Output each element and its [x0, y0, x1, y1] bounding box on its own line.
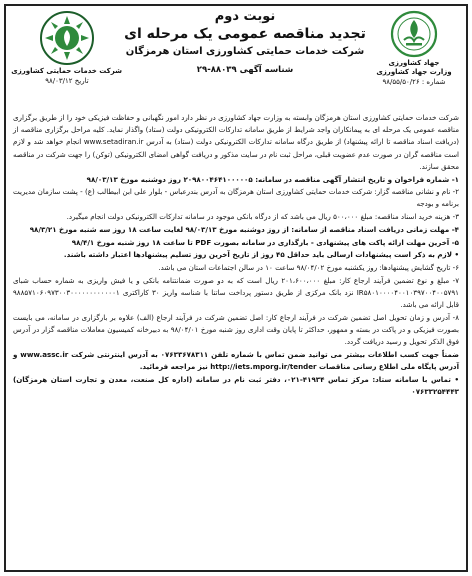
- notice-id: شناسه آگهی ۸۸۰۳۹-۲۹: [196, 65, 294, 75]
- item-tender-address: ۲- نام و نشانی مناقصه گزار: شرکت خدمات حمایتی کشاورزی استان هرمزگان به آدرس بندرعباس - بلوار علی ابن ابیطالب (ع) - پشت سازمان مدیریت برنامه و بودجه: [13, 187, 459, 209]
- support-services-logo-icon: [39, 10, 95, 66]
- left-org-name: شرکت خدمات حمایتی کشاورزی: [11, 67, 122, 75]
- item-call-number: ۱- شماره فراخوان و تاریخ انتشار آگهی مناقصه در سامانه: ۲۰۹۸۰۰۴۶۴۱۰۰۰۰۰۵ روز دوشنبه مورخ ۹۸/۰۳/۱۳: [86, 174, 459, 184]
- notice-date: تاریخ ۹۸/۰۳/۱۲: [45, 77, 89, 85]
- item-submission-deadline: ۵- آخرین مهلت ارائه پاکت های پیشنهادی - بارگذاری در سامانه بصورت PDF تا ساعت ۱۸ روز شنبه مورخ ۹۸/۴/۱: [71, 237, 459, 247]
- notice-body: [13, 112, 459, 566]
- title-company: شرکت خدمات حمایتی کشاورزی استان هرمزگان: [125, 46, 365, 57]
- right-org-name: وزارت جهاد کشاورزی: [376, 68, 452, 76]
- left-logo-block: [12, 10, 122, 85]
- validity-note: • لازم به ذکر است پیشنهادات ارسالی باید حداقل ۴۵ روز از تاریخ آخرین روز تسلیم پیشنهادها اعتبار داشته باشند.: [63, 250, 459, 260]
- item-document-fee: ۳- هزینه خرید اسناد مناقصه: مبلغ ۵۰۰،۰۰۰ ریال می باشد که از درگاه بانکی موجود در سامانه تدارکات الکترونیکی دولت انجام میگیرد.: [66, 212, 459, 222]
- more-info-footer: ضمناً جهت کسب اطلاعات بیشتر می توانید ضمن تماس با شماره تلفن ۰۷۶۳۳۶۷۸۳۱۱ به آدرس اینترنتی شرکت www.assc.ir و آدرس پایگاه ملی اطلاع رسانی مناقصات http://iets.mporg.ir/tender نیز مراجعه فرمائید.: [13, 349, 459, 372]
- setad-contact: • تماس با سامانه ستاد: مرکز تماس ۴۱۹۳۴-۰۲۱، دفتر ثبت نام در سامانه (اداره کل صنعت، معدن و تجارت استان هرمزگان) ۰۷۶۳۳۲۵۴۴۴۳: [13, 374, 459, 396]
- title-round: نوبت دوم: [214, 9, 276, 24]
- right-logo-block: [368, 10, 460, 86]
- item-guarantee: ۷- مبلغ و نوع تضمین فرآیند ارجاع کار: مبلغ ۲۰۱،۶۰۰،۰۰۰ ریال است که به دو صورت ضمانتنامه بانکی و یا فیش واریزی به شماره حساب شبای IR۵۸۰۱۰۰۰۰۴۰۰۱۰۳۹۷۰۰۴۰۰۵۷۹۱ نزد بانک مرکزی از طریق دستور پرداخت ساتنا با شناسه واریز ۳۰ کاراکتری ۹۸۸۵۷۱۰۶۰۹۷۳۰۰۳۰۰۰۰۰۰۰۰۰۰۰۰۱ قابل ارائه می باشد.: [13, 275, 459, 310]
- notice-number: شماره : ۹۸/۵۵/۵۰/۲۶: [382, 78, 446, 86]
- notice-page: [4, 4, 468, 572]
- intro-paragraph: شرکت خدمات حمایتی کشاورزی استان هرمزگان وابسته به وزارت جهاد کشاورزی در نظر دارد امور نگهبانی و حفاظت فیزیکی خود را از طریق برگزاری مناقصه عمومی یک مرحله ای به پیمانکاران واجد شرایط از طریق سامانه تدارکات الکترونیکی دولت (ستاد) واگذار نماید. کلیه مراحل برگزاری مناقصه از (دریافت اسناد مناقصه تا ارائه پیشنهاد) از طریق درگاه سامانه تدارکات الکترونیکی دولت (ستاد) به آدرس www.setadiran.ir انجام خواهد شد و لازم است مناقصه گران در صورت عدم عضویت قبلی، مراحل ثبت نام در سایت مذکور و دریافت گواهی امضای الکترونیکی (توکن) را جهت شرکت در مناقصه محقق سازند.: [13, 113, 459, 171]
- right-logo-text: جهاد کشاورزی: [388, 59, 440, 67]
- item-opening-date: ۶- تاریخ گشایش پیشنهادها: روز یکشنبه مورخ ۹۸/۰۴/۰۲ ساعت ۱۰ در سالن اجتماعات استان می باشد.: [158, 262, 459, 272]
- item-document-deadline: ۴- مهلت زمانی دریافت اسناد مناقصه از سامانه: از روز دوشنبه مورخ ۹۸/۰۳/۱۳ لغایت ساعت ۱۸ روز سه شنبه مورخ ۹۸/۳/۲۱: [29, 224, 459, 234]
- notice-header: [6, 6, 466, 110]
- jahad-keshavarzi-logo-icon: [390, 10, 438, 58]
- item-guarantee-delivery: ۸- آدرس و زمان تحویل اصل تضمین شرکت در فرآیند ارجاع کار: اصل تضمین شرکت در فرآیند ارجاع (الف) علاوه بر بارگزاری در سامانه، می بایست بصورت فیزیکی و در پاکت در بسته و ممهور، حداکثر تا پایان وقت اداری روز شنبه مورخ ۹۸/۰۴/۰۱ به دبیرخانه کمیسیون معاملات مناقصه گزار در آدرس فوق الذکر تحویل و رسید دریافت گردد.: [13, 312, 459, 347]
- title-main: تجدید مناقصه عمومی یک مرحله ای: [124, 26, 366, 42]
- title-block: [124, 8, 366, 75]
